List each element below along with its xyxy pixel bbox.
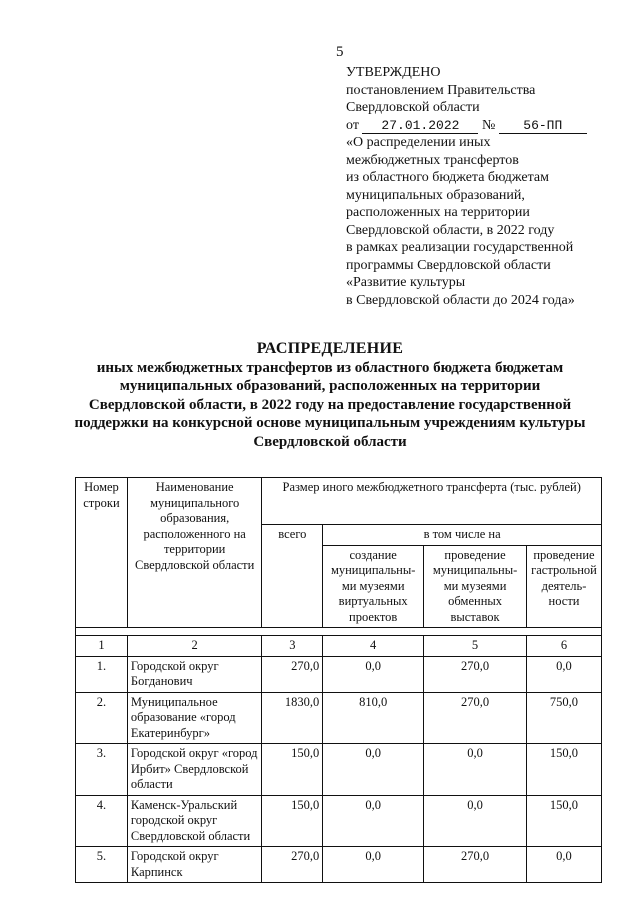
touring-value: 0,0 <box>526 656 601 692</box>
virtual-projects-value: 0,0 <box>323 795 424 847</box>
virtual-projects-value: 0,0 <box>323 847 424 883</box>
municipality-name: Городской округ Богданович <box>127 656 262 692</box>
page-number: 5 <box>336 44 344 60</box>
column-number: 3 <box>262 636 323 657</box>
number-sign: № <box>481 117 496 133</box>
approval-title-line: в рамках реализации государственной <box>346 240 574 255</box>
approval-stamp: УТВЕРЖДЕНО <box>346 65 441 80</box>
column-number: 1 <box>76 636 128 657</box>
table-separator <box>76 628 602 636</box>
table-row <box>76 744 602 796</box>
header-row-number: Номер строки <box>76 478 128 628</box>
row-number: 2. <box>76 692 128 744</box>
column-number: 5 <box>424 636 527 657</box>
approval-title-line: Свердловской области, в 2022 году <box>346 222 555 238</box>
header-transfer-size: Размер иного межбюджетного трансферта (тыс. рублей) <box>262 478 602 525</box>
column-number: 6 <box>526 636 601 657</box>
row-number: 3. <box>76 744 128 796</box>
exchange-exhibitions-value: 270,0 <box>424 847 527 883</box>
approval-date-line <box>346 117 626 135</box>
exchange-exhibitions-value: 0,0 <box>424 795 527 847</box>
approval-block <box>346 64 626 309</box>
approval-title-line: муниципальных образований, <box>346 187 525 203</box>
row-number: 4. <box>76 795 128 847</box>
column-number-row <box>76 636 602 657</box>
municipality-name: Муниципальное образование «город Екатеринбург» <box>127 692 262 744</box>
header-exchange-exhibitions: проведение муниципальны-ми музеями обменных выставок <box>424 545 527 628</box>
header-municipality: Наименование муниципального образования, расположенного на территории Свердловской области <box>127 478 262 628</box>
exchange-exhibitions-value: 270,0 <box>424 692 527 744</box>
document-title: РАСПРЕДЕЛЕНИЕ <box>256 340 404 357</box>
virtual-projects-value: 810,0 <box>323 692 424 744</box>
approval-title-line: программы Свердловской области <box>346 257 551 273</box>
approval-title-line: межбюджетных трансфертов <box>346 152 519 168</box>
total-value: 150,0 <box>262 744 323 796</box>
table-row <box>76 847 602 883</box>
document-heading <box>40 340 620 451</box>
distribution-table <box>75 477 602 883</box>
municipality-name: Городской округ «город Ирбит» Свердловской области <box>127 744 262 796</box>
heading-line: Свердловской области <box>253 433 407 450</box>
exchange-exhibitions-value: 0,0 <box>424 744 527 796</box>
municipality-name: Городской округ Карпинск <box>127 847 262 883</box>
virtual-projects-value: 0,0 <box>323 656 424 692</box>
total-value: 150,0 <box>262 795 323 847</box>
heading-line: поддержки на конкурсной основе муниципальным учреждениям культуры <box>74 415 586 431</box>
approval-line-1: постановлением Правительства <box>346 82 536 98</box>
table-row <box>76 795 602 847</box>
approval-line-2: Свердловской области <box>346 100 480 115</box>
virtual-projects-value: 0,0 <box>323 744 424 796</box>
column-number: 2 <box>127 636 262 657</box>
row-number: 5. <box>76 847 128 883</box>
touring-value: 750,0 <box>526 692 601 744</box>
total-value: 270,0 <box>262 656 323 692</box>
date-prefix: от <box>346 117 359 133</box>
decree-number: 56-ПП <box>499 119 587 134</box>
decree-date: 27.01.2022 <box>362 119 478 134</box>
total-value: 270,0 <box>262 847 323 883</box>
table-row <box>76 656 602 692</box>
header-including: в том числе на <box>323 525 602 546</box>
total-value: 1830,0 <box>262 692 323 744</box>
touring-value: 150,0 <box>526 795 601 847</box>
approval-title-line: в Свердловской области до 2024 года» <box>346 292 575 308</box>
row-number: 1. <box>76 656 128 692</box>
heading-line: иных межбюджетных трансфертов из областного бюджета бюджетам <box>96 359 564 376</box>
table-row <box>76 692 602 744</box>
approval-title-line: из областного бюджета бюджетам <box>346 170 549 185</box>
municipality-name: Каменск-Уральский городской округ Свердловской области <box>127 795 262 847</box>
separator-row <box>76 628 602 636</box>
touring-value: 0,0 <box>526 847 601 883</box>
touring-value: 150,0 <box>526 744 601 796</box>
column-number: 4 <box>323 636 424 657</box>
approval-title-line: «Развитие культуры <box>346 275 466 290</box>
heading-line: муниципальных образований, расположенных на территории <box>119 378 541 394</box>
header-total: всего <box>262 525 323 628</box>
exchange-exhibitions-value: 270,0 <box>424 656 527 692</box>
heading-line: Свердловской области, в 2022 году на предоставление государственной <box>88 396 572 413</box>
approval-title-line: «О распределении иных <box>346 135 491 150</box>
approval-title-line: расположенных на территории <box>346 205 530 220</box>
header-row <box>76 478 602 525</box>
header-virtual-projects: создание муниципальны-ми музеями виртуальных проектов <box>323 545 424 628</box>
header-touring: проведение гастрольной деятель-ности <box>526 545 601 628</box>
